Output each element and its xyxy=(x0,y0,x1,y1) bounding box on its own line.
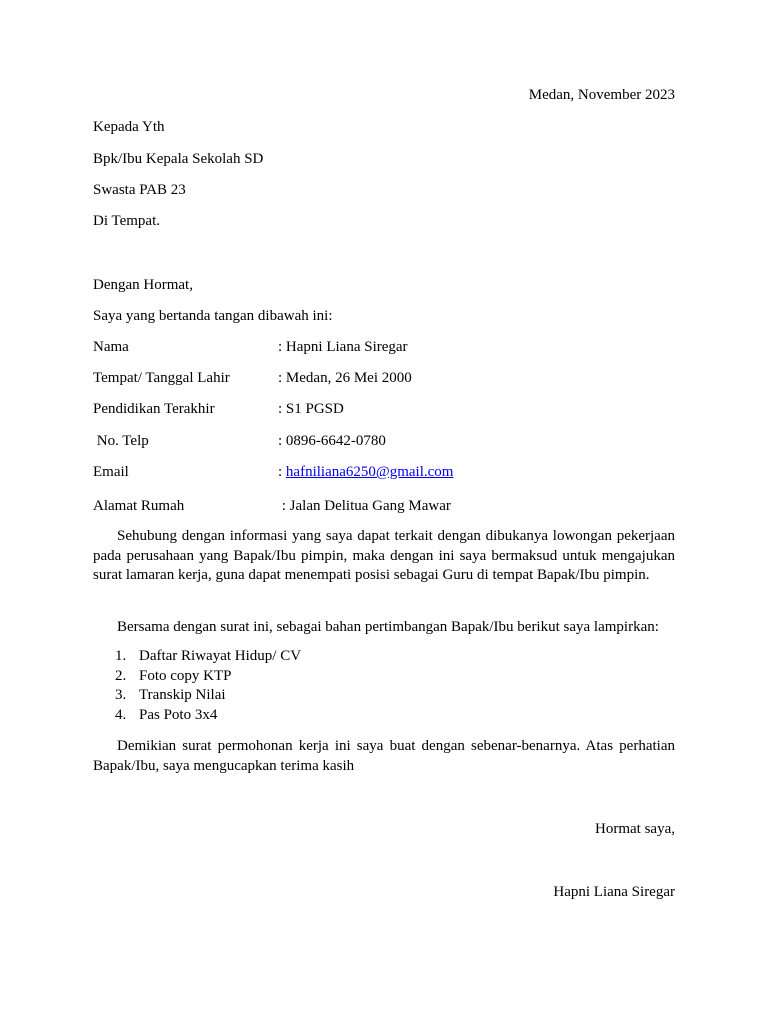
list-item: 4. Pas Poto 3x4 xyxy=(115,706,218,723)
recipient-line-2: Bpk/Ibu Kepala Sekolah SD xyxy=(93,151,264,167)
intro-text: Saya yang bertanda tangan dibawah ini: xyxy=(93,308,333,324)
body-paragraph-2: Bersama dengan surat ini, sebagai bahan pertimbangan Bapak/Ibu berikut saya lampirkan: xyxy=(117,619,659,635)
detail-label: Pendidikan Terakhir xyxy=(93,401,215,417)
detail-label: Alamat Rumah xyxy=(93,498,185,514)
detail-label: Tempat/ Tanggal Lahir xyxy=(93,370,230,386)
recipient-line-1: Kepada Yth xyxy=(93,119,165,135)
detail-value: : 0896-6642-0780 xyxy=(278,433,386,449)
detail-value xyxy=(278,463,453,481)
greeting: Dengan Hormat, xyxy=(93,277,193,293)
recipient-line-4: Di Tempat. xyxy=(93,213,160,229)
email-prefix: : xyxy=(278,464,286,480)
place-date: Medan, November 2023 xyxy=(528,87,675,103)
detail-label: Nama xyxy=(93,339,129,355)
email-link[interactable]: hafniliana6250@gmail.com xyxy=(285,464,454,480)
recipient-line-3: Swasta PAB 23 xyxy=(93,182,186,198)
signature-name: Hapni Liana Siregar xyxy=(553,884,675,900)
list-item: 3. Transkip Nilai xyxy=(115,687,226,703)
detail-value: : Medan, 26 Mei 2000 xyxy=(278,370,412,386)
detail-value: : Jalan Delitua Gang Mawar xyxy=(278,498,451,514)
closing-paragraph: Demikian surat permohonan kerja ini saya buat dengan sebenar-benarnya. Atas perhatian Bapak/Ibu, saya mengucapkan terima kasih xyxy=(93,738,675,774)
detail-label: No. Telp xyxy=(93,433,149,449)
attachment-list xyxy=(93,647,301,725)
closing-salutation: Hormat saya, xyxy=(595,821,675,837)
detail-label: Email xyxy=(93,464,129,480)
list-item: 1. Daftar Riwayat Hidup/ CV xyxy=(115,648,302,664)
detail-value: : Hapni Liana Siregar xyxy=(278,339,408,355)
body-paragraph-1: Sehubung dengan informasi yang saya dapat terkait dengan dibukanya lowongan pekerjaan pada perusahaan yang Bapak/Ibu pimpin, maka dengan ini saya bermaksud untuk mengajukan surat lamaran kerja, guna dapat menempati posisi sebagai Guru di tempat Bapak/Ibu pimpin. xyxy=(93,528,675,583)
detail-value: : S1 PGSD xyxy=(278,401,344,417)
list-item: 2. Foto copy KTP xyxy=(115,667,232,684)
